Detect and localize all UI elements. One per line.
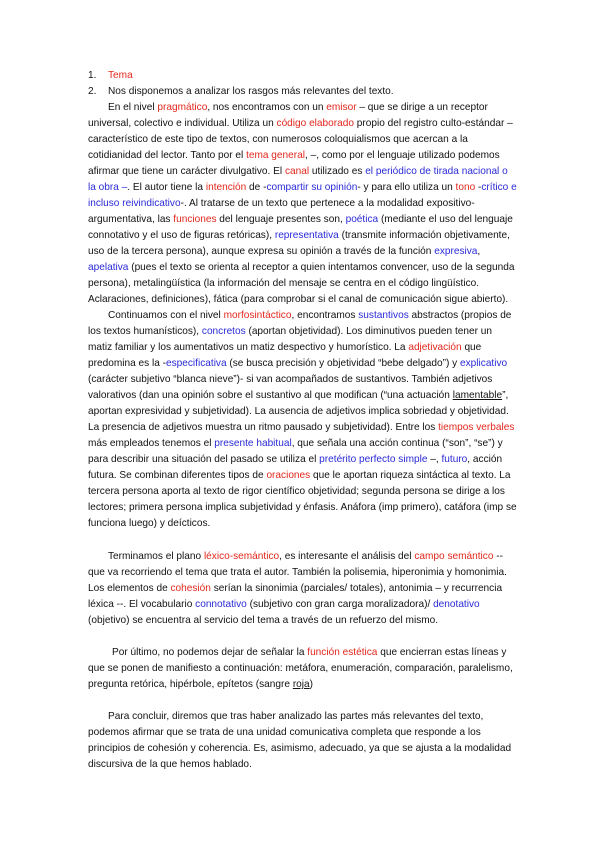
text-run: , [477,246,481,257]
text-run: que le aportan riqueza sintáctica al texto. La tercera persona aporta al texto de rigor científico objetividad; segunda persona se dirige a los lectores; primera persona implica subjetividad y énfasis. Anáfora (imp primero), catáfora (imp se funciona luego) y deícticos. [88,470,517,529]
list-text-tema: Tema [108,70,133,81]
text-run: Continuamos con el nivel [108,310,224,321]
keyword-futuro: futuro [441,454,468,465]
list-number: 2. [88,86,97,97]
paragraph-conclusion: Para concluir, diremos que tras haber analizado las partes más relevantes del texto, podemos afirmar que se trata de una unidad comunicativa completa que responde a los principios de cohesión y coherencia. Es, asimismo, adecuado, ya que se ajusta a la modalidad discursiva de la que hemos hablado. [88,711,512,770]
underlined-roja: roja [292,679,310,690]
text-run: abstractos (propios de los textos humanísticos), [88,310,512,337]
text-run: En el nivel [108,102,158,113]
keyword-funcion-estetica: función estética [307,647,378,658]
list-item-tema [88,68,518,84]
keyword-oraciones: oraciones [266,470,311,481]
text-run: -- que va recorriendo el tema que trata el autor. También la polisemia, hiperonimia y homonimia. Los elementos de [88,551,507,594]
text-run: propio del registro culto-estándar – característico de este tipo de textos, con numerosos coloquialismos que acercan a la cotidianidad del lector. Tanto por el [88,118,513,161]
text-run: Terminamos el plano [108,551,204,562]
keyword-cohesion: cohesión [170,583,211,594]
text-run: - [475,182,482,193]
paragraph-pragmatico [88,100,518,308]
text-run: – que se dirige a un receptor universal, colectivo e individual. Utiliza un [88,102,488,129]
keyword-funciones: funciones [173,214,217,225]
keyword-explicativo: explicativo [460,358,508,369]
keyword-codigo: código elaborado [276,118,354,129]
text-run: ) [309,679,314,690]
text-run: , nos encontramos con un [207,102,327,113]
text-run: de - [246,182,267,193]
list-text-intro: Nos disponemos a analizar los rasgos más relevantes del texto. [108,86,394,97]
paragraph-morfosintactico [88,308,518,532]
keyword-poetica: poética [345,214,379,225]
list-item-intro [88,84,518,100]
text-run: (subjetivo con gran carga moralizadora)/ [246,599,434,610]
text-run: (mediante el uso del lenguaje connotativo y el uso de figuras retóricas), [88,214,513,241]
paragraph-spacer [88,693,518,709]
text-run: , que señala una acción continua (“son”, “se”) y para describir una situación del pasado se utiliza el [88,438,503,465]
text-run: , acción futura. Se combinan diferentes tipos de [88,454,503,481]
text-run: (carácter subjetivo “blanca nieve”)- si van acompañados de sustantivos. También adjetivos valorativos (dan una opinión sobre el sustantivo al que modifican (“una actuación [88,374,493,401]
keyword-compartir: compartir su opinión [266,182,358,193]
keyword-canal: canal [284,166,310,177]
keyword-apelativa: apelativa [88,262,129,273]
text-run: (transmite información objetivamente, uso de la tercera persona), aunque expresa su opinión a través de la función [88,230,510,257]
keyword-adjetivacion: adjetivación [408,342,462,353]
keyword-expresiva: expresiva [434,246,478,257]
paragraph-lexico-semantico [88,549,518,629]
text-run: (aportan objetividad). Los diminutivos pueden tener un matiz familiar y los aumentativos un matiz despectivo y humorístico. La [88,326,492,353]
keyword-especificativa: especificativa [166,358,227,369]
keyword-connotativo: connotativo [195,599,247,610]
keyword-denotativo: denotativo [433,599,480,610]
text-run: (objetivo) se encuentra al servicio del tema a través de un refuerzo del mismo. [88,615,439,626]
keyword-periodico: el periódico de tirada nacional o la obra – [88,166,508,193]
keyword-emisor: emisor [326,102,357,113]
text-run: serían la sinonimia (parciales/ totales), antonimia – y recurrencia léxica --. El vocabulario [88,583,503,610]
keyword-tono: tono [455,182,476,193]
document-page [88,68,518,773]
keyword-tema-general: tema general [246,150,305,161]
text-run: (se busca precisión y objetividad “bebe delgado”) y [226,358,461,369]
keyword-pragmatico: pragmático [157,102,208,113]
keyword-campo-semantico: campo semántico [414,551,494,562]
text-run: ”, aportan expresividad y subjetividad). La ausencia de adjetivos implica sobriedad y objetividad. La presencia de adjetivos muestra un ritmo pausado y subjetividad). Entre los [88,390,509,433]
keyword-sustantivos: sustantivos [358,310,409,321]
list-number: 1. [88,70,97,81]
text-run: , encontramos [291,310,359,321]
text-run: , es interesante el análisis del [279,551,415,562]
text-run: utilizado es [309,166,366,177]
text-run: –, [427,454,442,465]
paragraph-funcion-estetica [88,645,518,693]
keyword-lexico-semantico: léxico-semántico [203,551,280,562]
keyword-tiempos-verbales: tiempos verbales [438,422,515,433]
text-run: . El autor tiene la [127,182,206,193]
keyword-representativa: representativa [274,230,339,241]
paragraph-spacer [88,532,518,549]
text-run: , –, como por el lenguaje utilizado podemos afirmar que tiene un carácter divulgativo. El [88,150,500,177]
text-run: Por último, no podemos dejar de señalar la [112,647,308,658]
text-run: que encierran estas líneas y que se ponen de manifiesto a continuación: metáfora, enumeración, comparación, paralelismo, pregunta retórica, hipérbole, epítetos (sangre [88,647,513,690]
text-run: - y para ello utiliza un [357,182,456,193]
keyword-preterito: pretérito perfecto simple [319,454,428,465]
keyword-critico: crítico e incluso reivindicativo [88,182,517,209]
keyword-presente-habitual: presente habitual [214,438,292,449]
text-run: que predomina es la - [88,342,482,369]
paragraph-spacer [88,629,518,645]
text-run: (pues el texto se orienta al receptor a quien intentamos convencer, uso de la segunda persona), metalingüística (la información del mensaje se centra en el código lingüístico. Aclaraciones, definiciones), fática (para comprobar si el canal de comunicación sigue abierto). [88,262,515,305]
keyword-concretos: concretos [201,326,246,337]
text-run: más empleados tenemos el [88,438,215,449]
keyword-morfosintactico: morfosintáctico [223,310,292,321]
text-run: -. Al tratarse de un texto que pertenece a la modalidad expositivo- argumentativa, las [88,198,475,225]
keyword-intencion: intención [205,182,247,193]
text-run: del lenguaje presentes son, [216,214,346,225]
underlined-lamentable: lamentable [452,390,503,401]
